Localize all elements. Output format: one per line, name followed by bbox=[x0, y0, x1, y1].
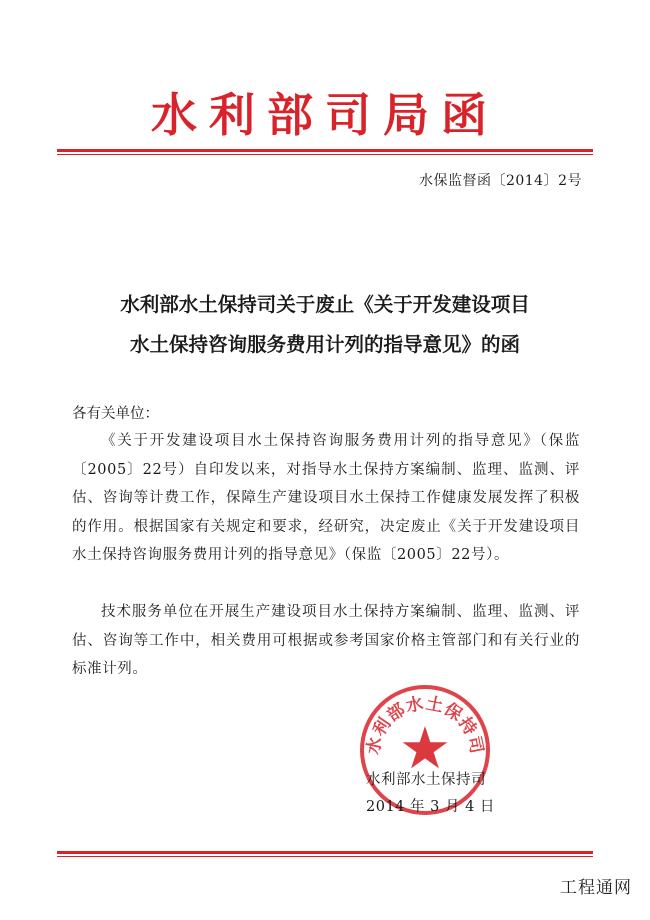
letterhead-rule-thin bbox=[57, 154, 593, 155]
document-title-line-1: 水利部水土保持司关于废止《关于开发建设项目 bbox=[120, 293, 530, 316]
document-title-line-2: 水土保持咨询服务费用计列的指导意见》的函 bbox=[129, 333, 520, 356]
signature-date: 2014 年 3 月 4 日 bbox=[366, 799, 495, 815]
footer-rule-thin bbox=[57, 856, 593, 857]
letterhead-rule-thick bbox=[57, 149, 593, 152]
footer-rule-thick bbox=[57, 851, 593, 854]
signer-name: 水利部水土保持司 bbox=[366, 772, 486, 788]
body-paragraph-1: 《关于开发建设项目水土保持咨询服务费用计列的指导意见》（保监〔2005〕22号）自印发以来，对指导水土保持方案编制、监理、监测、评估、咨询等计费工作，保障生产建设项目水土保持工作健康发展发挥了积极的作用。根据国家有关规定和要求，经研究，决定废止《关于开发建设项目水土保持咨询服务费用计列的指导意见》（保监〔2005〕22号）。 bbox=[72, 433, 580, 564]
letterhead-title: 水利部司局函 bbox=[151, 88, 499, 142]
site-watermark: 工程通网 bbox=[560, 878, 632, 898]
salutation: 各有关单位： bbox=[72, 406, 159, 422]
seal-text: 水利部水土保持司 bbox=[363, 693, 487, 757]
document-number: 水保监督函〔2014〕2号 bbox=[418, 173, 582, 189]
body-paragraph-2: 技术服务单位在开展生产建设项目水土保持方案编制、监理、监测、评估、咨询等工作中，相关费用可根据或参考国家价格主管部门和有关行业的标准计列。 bbox=[72, 604, 580, 678]
